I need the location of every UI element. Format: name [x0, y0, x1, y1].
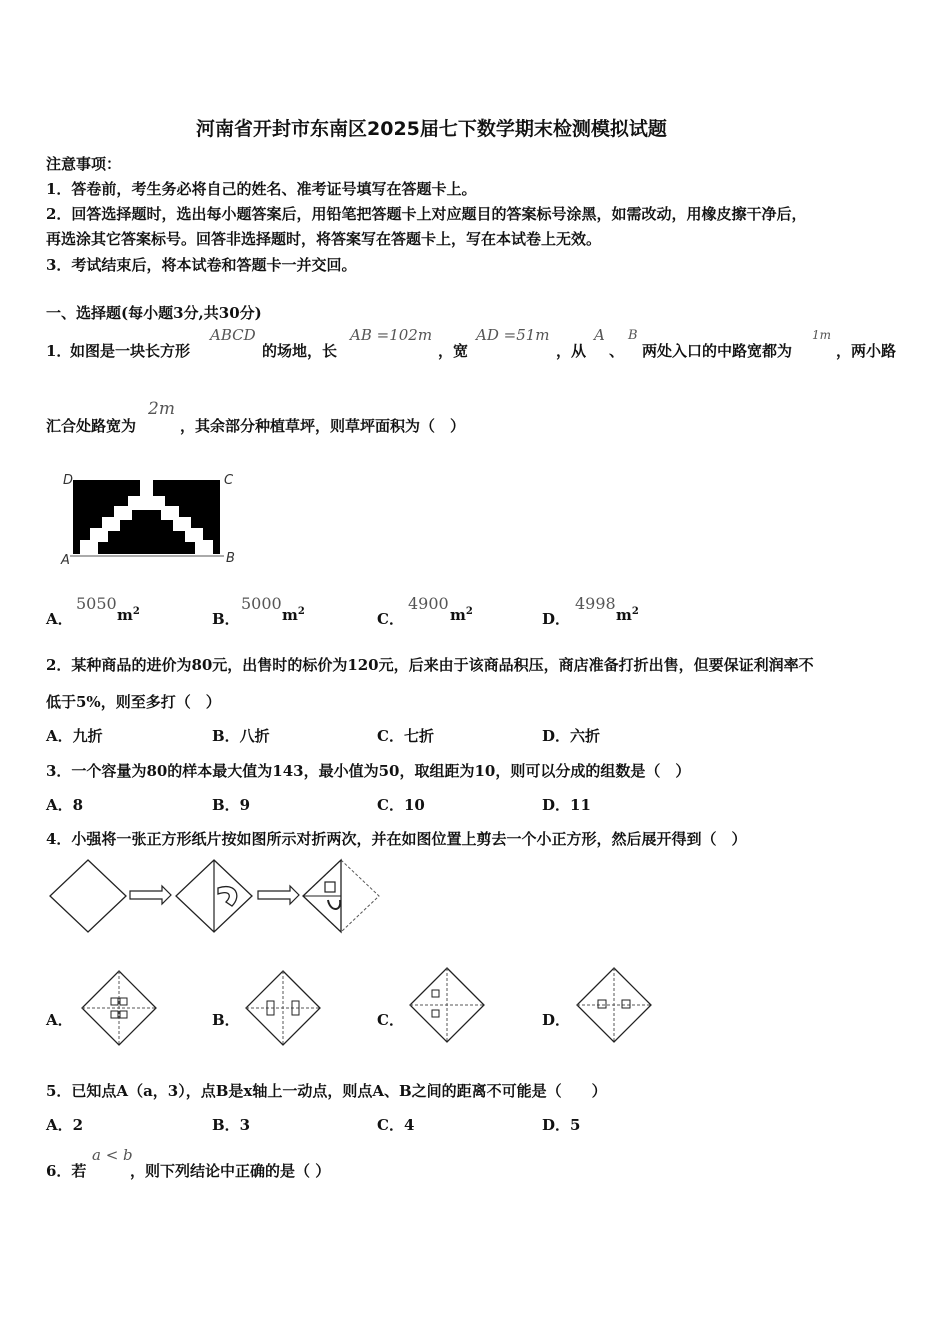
- arrow-2-icon: [258, 886, 299, 904]
- q1-text-4: ，从: [556, 342, 587, 360]
- q5-option-d[interactable]: D．5: [542, 1116, 581, 1134]
- q1-text-8: 汇合处路宽为: [46, 417, 137, 435]
- q1-option-a-unit: $m^2$: [117, 606, 140, 624]
- q1-option-c-value: 4900: [408, 594, 449, 613]
- q5-line: 5．已知点A（a，3），点B是x轴上一动点，则点A、B之间的距离不可能是（ ）: [46, 1082, 607, 1100]
- fold-direction-2-icon: [328, 900, 340, 909]
- q2-option-a[interactable]: A．九折: [46, 727, 103, 745]
- section-heading: 一、选择题(每小题3分,共30分): [46, 304, 262, 322]
- q1-math-abcd: ABCD: [210, 326, 256, 344]
- q6-number: 6．若: [46, 1162, 87, 1180]
- notice-item-3: 3．考试结束后，将本试卷和答题卡一并交回。: [46, 256, 357, 274]
- q1-option-c-letter[interactable]: C．: [377, 610, 404, 628]
- q5-option-b[interactable]: B．3: [212, 1116, 251, 1134]
- notice-item-2-cont: 再选涂其它答案标号。回答非选择题时，将答案写在答题卡上，写在本试卷上无效。: [46, 230, 602, 248]
- q4-option-b-figure[interactable]: [244, 969, 322, 1047]
- q1-math-2m: 2m: [148, 399, 175, 419]
- q4-line: 4．小强将一张正方形纸片按如图所示对折两次，并在如图位置上剪去一个小正方形，然后展开得到（ ）: [46, 830, 747, 848]
- q4-option-c-letter[interactable]: C．: [377, 1011, 404, 1029]
- q1-field-figure: [58, 470, 248, 570]
- q1-math-ad: AD =51m: [476, 326, 550, 344]
- q1-text-6: 两处入口的中路宽都为: [642, 342, 793, 360]
- q1-option-d-value: 4998: [575, 594, 616, 613]
- q2-line-2: 低于5%，则至多打（ ）: [46, 693, 221, 711]
- q1-math-ab: AB =102m: [350, 326, 433, 344]
- notice-item-2: 2．回答选择题时，选出每小题答案后，用铅笔把答题卡上对应题目的答案标号涂黑，如需改动，用橡皮擦干净后，: [46, 205, 807, 223]
- q3-option-a[interactable]: A．8: [46, 796, 84, 814]
- q1-text-9: ，其余部分种植草坪，则草坪面积为（ ）: [180, 417, 466, 435]
- q6-math: a < b: [92, 1146, 133, 1164]
- q5-option-a[interactable]: A．2: [46, 1116, 84, 1134]
- q3-line: 3．一个容量为80的样本最大值为143，最小值为50，取组距为10，则可以分成的组数是（ ）: [46, 762, 691, 780]
- notice-item-1: 1．答卷前，考生务必将自己的姓名、准考证号填写在答题卡上。: [46, 180, 477, 198]
- q2-option-d[interactable]: D．六折: [542, 727, 601, 745]
- q1-text-1: 如图是一块长方形: [70, 342, 191, 360]
- q1-number: 1．: [46, 342, 72, 360]
- q4-option-d-figure[interactable]: [575, 966, 653, 1044]
- q2-option-c[interactable]: C．七折: [377, 727, 434, 745]
- q5-option-c[interactable]: C．4: [377, 1116, 415, 1134]
- q4-option-a-figure[interactable]: [80, 969, 158, 1047]
- q1-option-b-unit: $m^2$: [282, 606, 305, 624]
- q2-option-b[interactable]: B．八折: [212, 727, 270, 745]
- q3-option-d[interactable]: D．11: [542, 796, 591, 814]
- q4-folding-figure: [46, 856, 391, 938]
- fold-direction-1-icon: [218, 887, 237, 906]
- q6-text: ，则下列结论中正确的是（ ）: [130, 1162, 331, 1180]
- q2-line-1: 2．某种商品的进价为80元，出售时的标价为120元，后来由于该商品积压，商店准备打折出售，但要保证利润率不: [46, 656, 814, 674]
- q1-option-d-letter[interactable]: D．: [542, 610, 571, 628]
- q1-math-b: B: [628, 328, 638, 343]
- q3-option-c[interactable]: C．10: [377, 796, 425, 814]
- q1-option-d-unit: $m^2$: [616, 606, 639, 624]
- q1-text-7: ，两小路: [836, 342, 897, 360]
- q1-math-a: A: [594, 326, 605, 344]
- q1-option-b-letter[interactable]: B．: [212, 610, 240, 628]
- arrow-1-icon: [130, 886, 171, 904]
- q1-option-a-value: 5050: [76, 594, 117, 613]
- q4-option-b-letter[interactable]: B．: [212, 1011, 240, 1029]
- q3-option-b[interactable]: B．9: [212, 796, 251, 814]
- q1-option-a-letter[interactable]: A．: [46, 610, 73, 628]
- q1-option-c-unit: $m^2$: [450, 606, 473, 624]
- page-title: 河南省开封市东南区2025届七下数学期末检测模拟试题: [196, 118, 667, 140]
- q4-option-c-figure[interactable]: [408, 966, 486, 1044]
- q1-text-3: ，宽: [438, 342, 469, 360]
- paper-square: [50, 860, 126, 932]
- cut-square: [325, 882, 335, 892]
- q1-text-5: 、: [609, 342, 625, 360]
- q1-math-1m: 1m: [812, 328, 832, 342]
- notice-heading: 注意事项：: [46, 155, 122, 173]
- q4-option-a-letter[interactable]: A．: [46, 1011, 73, 1029]
- label-b: B: [226, 551, 235, 566]
- q1-text-2: 的场地，长: [262, 342, 338, 360]
- label-d: D: [63, 473, 74, 488]
- label-c: C: [224, 473, 234, 488]
- q4-option-d-letter[interactable]: D．: [542, 1011, 571, 1029]
- q1-option-b-value: 5000: [241, 594, 282, 613]
- label-a: A: [61, 553, 70, 568]
